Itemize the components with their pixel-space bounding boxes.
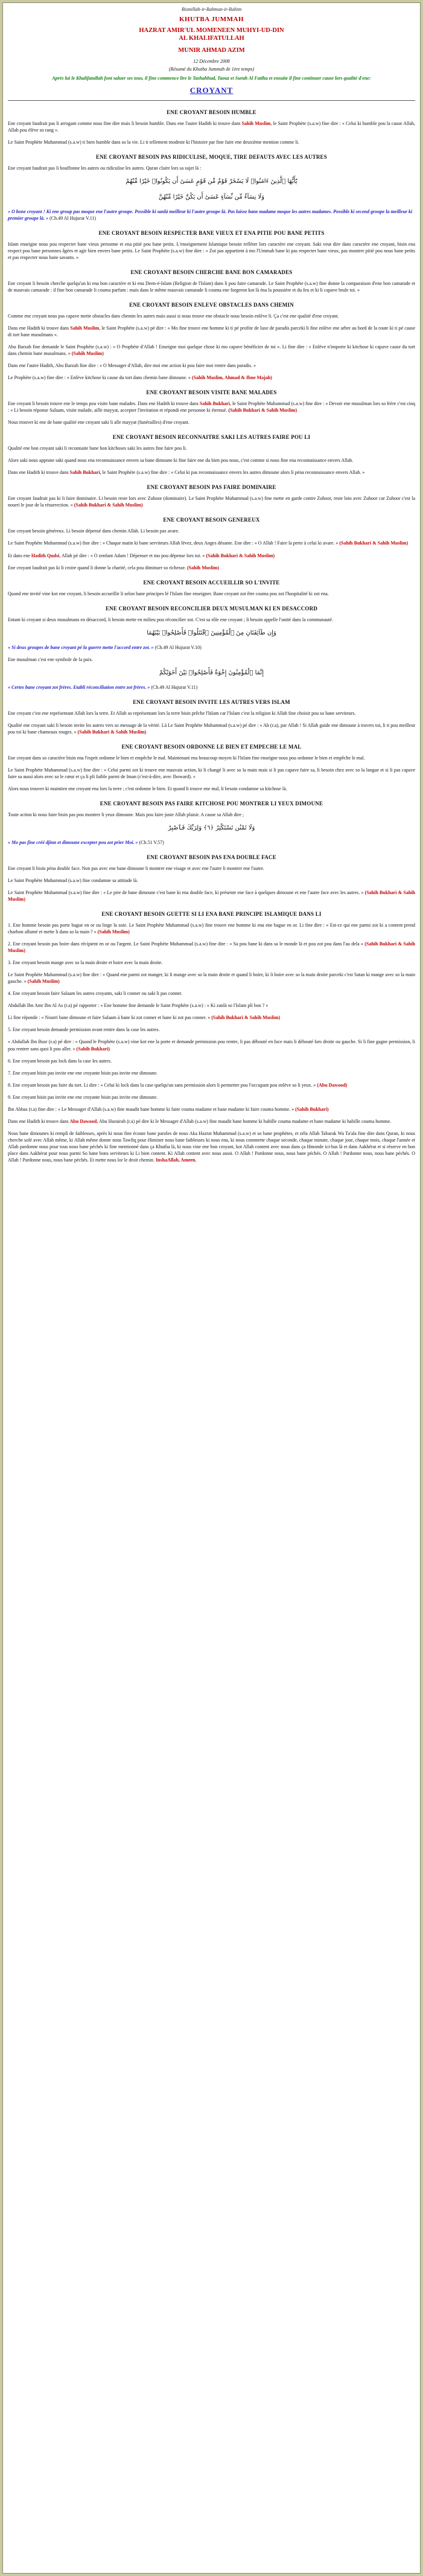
- section: [8, 854, 415, 903]
- sermon-date: 12 Décembre 2008: [193, 59, 230, 65]
- subtitle-line-1: HAZRAT AMIR'UL MOMENEEN MUHYI-UD-DIN: [139, 27, 284, 34]
- paragraph: [8, 877, 415, 884]
- paragraph-text: Quand ene invité vine kot ene croyant, li besoin accueillir li selon bane principes lé l'Islam fine enseigner. Bane croyant zot être couma pou zot l'hospitalité ki zot ena.: [8, 590, 329, 596]
- verse-translation: [8, 684, 415, 691]
- paragraph: [8, 280, 415, 293]
- paragraph-text: Ene croyant li besoin trouve ene le temps pou visite bane malades. Dans ene Hadith ki trouve dans: [8, 401, 200, 407]
- paragraph-text: 9. Ene croyant bisin pas invite ene ene croyante bisin pas invite ene dimoune.: [8, 1094, 158, 1100]
- paragraph-text: Ene musulman c'est ene symbole de la paix.: [8, 656, 93, 662]
- section-heading: ENE CROYANT BESOIN GENEREUX: [163, 517, 260, 523]
- paragraph: [8, 564, 415, 571]
- paragraph: [8, 889, 415, 903]
- paragraph: [8, 971, 415, 985]
- paragraph: [8, 1038, 415, 1052]
- section: [8, 154, 415, 222]
- paragraph: [8, 811, 415, 818]
- reference-text: (Sahih Muslim): [27, 979, 60, 985]
- paragraph: [8, 495, 415, 508]
- reference-text: (Sahih Muslim): [71, 351, 104, 357]
- paragraph: [8, 362, 415, 369]
- paragraph: [8, 165, 415, 171]
- paragraph-text: (Ch.49 Al Hujurat V.11): [151, 684, 198, 690]
- section-heading: ENE CROYANT BESOIN GUETTE SI LI ENA BANE PRINCIPE ISLAMIQUE DANS LI: [101, 911, 322, 918]
- paragraph: [8, 419, 415, 426]
- paragraph-text: Ibn Abbas (r.a) fine dire : « Le Messager d'Allah (s.a.w) fine maudit bane homme ki faire couma madame et bane madame ki faire couma homme. »: [8, 1106, 296, 1112]
- section: [8, 580, 415, 597]
- paragraph: [8, 959, 415, 966]
- paragraph: [8, 1002, 415, 1009]
- paragraph: [8, 590, 415, 597]
- paragraph-text: 2. Ene croyant besoin pas boire dans récipient en or ou l'argent. Le Saint Prophète Muhammad (s.a.w) fine dire : « Sa pou bane ki dans sa le monde là et pou zot pou dans l'au dela »: [8, 941, 365, 947]
- paragraph-text: Alors saki nous apprane saki quand nous ena reconnaissance envers sa bane dimoune ki fine faire ene du bien pou nous, c'est comme si nous fine ena reconnaissance envers Allah.: [8, 458, 354, 464]
- paragraph: [8, 1070, 415, 1076]
- reference-text: (Sahih Bukhari & Sahih Muslim): [8, 941, 415, 954]
- section-heading: ENE CROYANT BESOIN CHERCHE BANE BON CAMARADES: [130, 269, 293, 275]
- arabic-verse: إِنَّمَا ٱلْمُؤْمِنُونَ إِخْوَةٌ فَأَصْلِحُوا۟ بَيْنَ أَخَوَيْكُمْ: [159, 669, 264, 676]
- paragraph-text: , Allah pé dire : « O zenfant Adam ! Dépenser et mo pou dépense lors toi. »: [59, 552, 206, 558]
- paragraph-text: Nous bane dimounes ki rempli de faiblesses, après ki nous fine écoute bane paroles de nous Aka Hazrat Muhammad (s.a.w) et so bane prophètes, et zéla Allah Tabarak Wa Ta'ala fine dire dans Quran, ki nous cherche solé avec Allah même, ki Allah même donne nous Tawfiq pour éliminer nous bane faiblesses ki nous ena, ki nous commette chaque seconde, chaque minute, chaque jour, chaque mois, chaque l'année et Allah pardonne nous pour tous nous bane péchés ki fine mentionné dans ça Khutba là, ki nous vine ene bon croyant, kot Allah content avec nous dans ça Hmonde ici-bas là et dans Aakhérat et si réserve en bon place dans Aakhérat pour nous parmi So bane bons serviteurs ki Li bien content. Ki Allah content avec nous aussi. O Allah ! Pardonne nous, nous bane péchés. O Allah ! Pardonne nous, nous bane péchés. O Allah ! Pardonne nous, nous bane péchés. Et mette nous lor le droit chemin.: [8, 1130, 415, 1163]
- paragraph-text: « Abdullah Ibn Busr (r.a) pé dire : « Quand le Prophète (s.a.w) vine kot ene la porte et demande permission pou rentre, li pas débouté en face mais li débouté lors droite ou gauche. Si li fine gagne permission, li pou rentrer sans quoi li pou aller. »: [8, 1039, 415, 1052]
- paragraph-text: Dans ene Hadith ki trouve dans: [8, 325, 71, 331]
- section: [8, 911, 415, 1163]
- paragraph-text: Ene croyant c'est ene représentant Allah lors la terre. Et Allah so représentant lors la terre bisin prêche l'Islam car l'Islam c'est la religion ki Allah fine choisir pou so bane serviteurs.: [8, 710, 356, 716]
- section: [8, 699, 415, 735]
- intro-paragraph: Après lui le Khalifatullah font saluer ses tous, il fine commence lire le Tashahhud, Taouz et Surah Al Fatiha et ensuite il fine continuer cause lors qualité d'ene:: [52, 75, 371, 81]
- section-heading: ENE CROYANT BESOIN RECONCILIER DEUX MUSULMAN KI EN DESACCORD: [105, 605, 318, 612]
- paragraph-text: Et dans ene: [8, 552, 31, 558]
- arabic-verse: يَٰٓأَيُّهَا ٱلَّذِينَ ءَامَنُوا۟ لَا يَسْخَرْ قَوْمٌ مِّن قَوْمٍ عَسَىٰٓ أَن يَكُونُوا۟ خَيْرًا مِّنْهُمْ: [126, 177, 297, 185]
- paragraph-text: , le Saint Prophète Muhammad (s.a.w) fine dire : « Devoir ene musulman lors so frère c'est cinq : « Li besoin réponse Salaam, visite malade, aille mayyat, accepter l'invitation et répondi ene personne ki éternué.: [8, 401, 416, 414]
- paragraph: [8, 865, 415, 872]
- sections-container: [8, 109, 415, 1163]
- section: [8, 302, 415, 381]
- paragraph-text: Alors nous trouver ki maintien ene croyant ena lors la terre ; c'est ordonne le bien. Et quand li trouve ene mal, li besoin condamne sa kitchose là.: [8, 785, 287, 791]
- paragraph: [8, 616, 415, 623]
- paragraph: [8, 1058, 415, 1064]
- paragraph-text: Ene croyant faudrait pas li bouffonne les autres ou ridiculise les autres. Quran claire lors sa sujet là :: [8, 165, 202, 171]
- paragraph: [8, 120, 415, 133]
- paragraph-text: (Ch.49 Al Hujurat V.11): [49, 215, 97, 221]
- paragraph-text: Le Saint Prophète Muhammad (s.a.w) fine dire : « Chaque matin ki bane serviteurs Allah lévez, deux Anges désante. Ene dire : « O Allah ! Faire la perte à celui ki avare. »: [8, 540, 340, 546]
- paragraph: [8, 710, 415, 717]
- paragraph: [8, 941, 415, 954]
- section-heading: ENE CROYANT BESOIN INVITE LES AUTRES VERS ISLAM: [133, 698, 290, 705]
- reference-text: (Sahih Bukhari): [76, 1046, 110, 1052]
- reference-text: (Sahih Bukhari & Sahih Muslim): [339, 540, 409, 546]
- paragraph-text: , le Saint Prophète (s.a.w) pé dire : « Mo fine trouve ene homme ki ti pé profite de luxe de paradis parceki li fine enlève ene arbre au bord de la route ki ti pé cause di tort bane musulmans ».: [8, 325, 416, 338]
- paragraph-text: Ene croyant li besoin cherche quelqu'un ki ena bon caractère et ki ena Deen-é-Islam (Religion de l'Islam) dans li pou faire camarade. Le Saint Prophète (s.a.w) fine donne la comparaison d'ene bon camarade et de mauvais camarade : il fine bon camarade li couma parfum : mais dans le même mauvais camarade li couma ene forgeron kot là éna la poussière et du feu et ki li capave brule toi. »: [8, 280, 415, 293]
- verse-translation: [8, 839, 415, 846]
- paragraph-text: Ene croyant li bisin péna double face. Non pas avec ene bane dimoune li montrer ene visage et avec ene l'autre li montrer ene l'autre.: [8, 866, 264, 872]
- paragraph-text: Le Saint Prophète Muhammad (s.a.w) fine dire : « Celui parmi zot ki trouve ene mauvais action, ki li changé li avec so la main mais si li pas capave faire sa, li besoin chez avec so la langue et si li pas capave faire sa aussi alors avec so le cœur et ça li pli faible parmi de Iman (c'est-à-dire, avec Iboward). »: [8, 767, 415, 779]
- paragraph: [8, 767, 415, 780]
- paragraph: [8, 1082, 415, 1088]
- section: [8, 517, 415, 570]
- section-heading: ENE CROYANT BESOIN ORDONNE LE BIEN ET EMPECHE LE MAL: [121, 743, 302, 750]
- paragraph-text: (Ch.51 V.57): [139, 839, 164, 845]
- reference-text: (Sahih Bukhari): [295, 1106, 329, 1112]
- quran-translation: « Mo pas fine créé djinn et dimoune excepter pou zot prier Moi. »: [8, 839, 139, 845]
- paragraph: [8, 1130, 415, 1163]
- reference-text: Sahih Muslim: [70, 325, 100, 331]
- verse-translation: [8, 644, 415, 651]
- section-heading: ENE CROYANT BESOIN RECONNAITRE SAKI LES AUTRES FAIRE POU LI: [112, 434, 311, 441]
- verse-translation: [8, 208, 415, 222]
- paragraph-text: Ene croyant dans so caractère bisin ena l'esprit ordonne le bien et empêche le mal. Maintenant ena beaucoup moyen ki l'Islam fine enseigne nous pou ordonne le bien et empêche le mal.: [8, 755, 365, 761]
- paragraph-text: 3. Ene croyant besoin mange avec so la main droite et boire avec la main droite.: [8, 960, 163, 966]
- quran-translation: « Certes bane croyant zot frères. Etabli réconciliation entre zot frères. »: [8, 684, 151, 690]
- reference-text: Sahih Bukhari: [199, 401, 230, 407]
- reference-text: Hadith Qudsi: [31, 552, 60, 558]
- paragraph: [8, 325, 415, 338]
- arabic-verse: وَإِن طَآئِفَتَانِ مِنَ ٱلْمُؤْمِنِينَ ٱقْتَتَلُوا۟ فَأَصْلِحُوا۟ بَيْنَهُمَا: [147, 629, 276, 636]
- paragraph: [8, 785, 415, 792]
- summary-note: (Résumé du Khutba Jummah de 1ère temps): [168, 66, 254, 72]
- bismillah-line: Bismillah-ir-Rahman-ir-Rahim: [181, 7, 242, 12]
- reference-text: (Sahih Muslim): [97, 929, 130, 935]
- section: [8, 744, 415, 792]
- paragraph: [8, 990, 415, 997]
- paragraph-text: Ene croyant besoin généreux. Li besoin dépensé dans chemin Allah. Li besoin pas avare.: [8, 528, 179, 534]
- section-heading: ENE CROYANT BESOIN ENLEVE OBSTACLES DANS CHEMIN: [129, 301, 294, 308]
- paragraph-text: 7. Ene croyant bisin pas invite ene ene croyante bisin pas invite ene dimoune.: [8, 1070, 158, 1076]
- section: [8, 801, 415, 846]
- main-title: CROYANT: [189, 85, 234, 95]
- paragraph: [8, 344, 415, 357]
- paragraph: [8, 656, 415, 663]
- section: [8, 230, 415, 261]
- paragraph-text: Qualité ene bon croyant saki li reconnaite bane bon kitchoses saki les autres fine faire pou li.: [8, 446, 187, 452]
- reference-text: (Sahih Bukhari & Sahih Muslim): [77, 729, 147, 735]
- section-heading: ENE CROYANT BESOIN RESPECTER BANE VIEUX ET ENA PITIE POU BANE PETITS: [98, 229, 325, 236]
- section: [8, 606, 415, 691]
- section: [8, 109, 415, 145]
- reference-text: (Sahih Bukhari & Sahih Muslim): [8, 890, 415, 903]
- section: [8, 269, 415, 293]
- arabic-verse: وَلَا تَمْنُن تَسْتَكْثِرُ ﴿٦﴾ وَلِرَبِّكَ فَٱصْبِرْ: [168, 824, 255, 831]
- paragraph-text: Le Saint Prophète Muhammad (s.a.w) fine dire : « Quand ene parmi zot manger, ki li mange avec so la main droite et quand li boire, ki li boire avec so la main droite parceki c'est Satan ki mange avec so la main gauche. »: [8, 972, 415, 985]
- reference-text: Abu Dawood: [69, 1118, 97, 1124]
- paragraph-text: , Abu Hurairah (r.a) pé dire ki le Messager d'Allah (s.a.w) fine maudit bane homme ki habille couma madame et bane madame ki habille couma homme.: [97, 1118, 392, 1124]
- reference-text: InshaAllah, Ameen.: [156, 1157, 197, 1163]
- reference-text: Sahih Bukhari: [69, 470, 100, 476]
- section-heading: ENE CROYANT BESOIN PAS ENA DOUBLE FACE: [147, 854, 276, 861]
- paragraph: [8, 139, 415, 145]
- paragraph-text: 8. Ene croyant besoin pas faire du tort. Li dire : « Celui ki lock dans la case quelqu'un sans permission alors li permettre pou l'occupant pou enlève so li yeux. »: [8, 1082, 317, 1088]
- reference-text: (Sahih Bukhari & Sahih Muslim): [228, 407, 297, 414]
- paragraph-text: Dans ene l'autre Hadith, Abu Barzah fine dire : « O Messager d'Allah, dire moi ene action ki pou faire moi rentre dans paradis. »: [8, 363, 256, 369]
- section-heading: ENE CROYANT BESOIN PAS FAIRE DOMINAIRE: [147, 484, 276, 491]
- reference-text: (Sahih Bukhari & Sahih Muslim): [74, 502, 143, 508]
- author-name: MUNIR AHMAD AZIM: [178, 47, 245, 54]
- paragraph-text: Le Saint Prophète Muhammad (s.a.w) fine dire : « Le pire de bane dimoune c'est bane ki ena double face, ki présente ene face à quelques dimoune et ene l'autre face avec les autres. »: [8, 890, 365, 896]
- paragraph: [8, 1118, 415, 1125]
- paragraph-text: 1. Ene homme besoin pas porte bague en or ou linge la soie. Le Saint Prophète Muhammad (s.a.w) fine trouve ene homme ki ena ene bague en or. Li fine dire : « Est-ce qui ene parmi zot ki a content prend charbon allumé et mette li dans so la main ? »: [8, 922, 415, 935]
- quran-translation: « O bone croyant ! Ki ene group pas moque ene l'autre groupe. Possible ki sanlà meilleur ki l'autre groupe là. Pas laisse bane madame moque les autres madames. Possible ki second groupe la meilleur ki premier groupe là. »: [8, 208, 413, 221]
- paragraph: [8, 457, 415, 464]
- section-heading: ENE CROYANT BESOIN VISITE BANE MALADES: [146, 389, 277, 396]
- paragraph: [8, 241, 415, 261]
- subtitle-line-2: AL KHALIFATULLAH: [179, 35, 244, 42]
- paragraph: [8, 469, 415, 476]
- paragraph-text: Dans ene Hadith ki trouve dans: [8, 470, 70, 476]
- paragraph-text: Nous trouver ki ene de bane qualité ene croyant saki li alle mayyat (funérailles) d'ene croyant.: [8, 420, 189, 426]
- paragraph-text: Ene croyant faudrait pas li arrogant comme nous fine dire mais li besoin humble. Dans ene l'autre Hadith ki trouve dans: [8, 120, 242, 126]
- section-heading: ENE CROYANT BESOIN PAS RIDICULISE, MOQUE, TIRE DEFAUTS AVEC LES AUTRES: [96, 153, 327, 160]
- paragraph-text: Toute action ki nous faire bisin pas pou montrer li yeux dimoune. Mais pou faire juste Allah plaisir. A cause sa Allah dire ;: [8, 811, 244, 817]
- document-page: [2, 2, 421, 2574]
- paragraph: [8, 313, 415, 319]
- paragraph-text: Comme ene croyant nous pas capave mette obstacles dans chemin les autres mais aussi si nous trouve ene obstacle nous besoin enlève li. Ça c'est ene qualité d'ene croyant.: [8, 313, 339, 319]
- section: [8, 434, 415, 476]
- quran-translation: « Si deux groupes de bane croyant pé la guerre mette l'accord entre zot. »: [8, 644, 155, 650]
- paragraph-text: Le Saint Prophète Muhammad (s.a.w) fine condamne sa attitude là.: [8, 878, 138, 884]
- paragraph: [8, 1014, 415, 1021]
- paragraph: [8, 400, 415, 414]
- paragraph-text: , le Saint Prophète (s.a.w) fine dire : « Celui ki humble pou la cause Allah, Allah pou élève so rang ».: [8, 120, 416, 133]
- paragraph-text: 5. Ene croyant besoin demande permission avant rentre dans la case les autres.: [8, 1027, 160, 1033]
- paragraph-text: (Ch.49 Al Hujurat V.10): [154, 644, 202, 650]
- paragraph-text: Abdullah Ibn Amr Ibn Al As (r.a) pé rapporter : « Ene homme fine demande le Saint Prophète (s.a.w) : « Ki zanlà so l'Islam pli bon ? »: [8, 1003, 269, 1009]
- paragraph: [8, 540, 415, 546]
- paragraph-text: Abu Barzah fine demande le Saint Prophète (s.a.w) : « O Prophète d'Allah ! Enseigne moi quelque chose ki mo capave bénéficier de toi ». Li fine dire : « Enlève n'importe ki kitchose ki capave cause du tort dans chemin bane musulmans. »: [8, 344, 415, 357]
- section-heading: ENE CROYANT BESOIN ACCUEILLIR SO L'INVITE: [143, 579, 280, 586]
- paragraph: [8, 1106, 415, 1113]
- section-heading: ENE CROYANT BESOIN HUMBLE: [167, 109, 256, 115]
- paragraph-text: Le Prophète (s.a.w) fine dire : « Enlève kitchose ki cause du tort dans chemin bane dimoune. »: [8, 375, 192, 381]
- section: [8, 484, 415, 508]
- paragraph-text: 6. Ene croyant besoin pas lock dans la case les autres.: [8, 1058, 112, 1064]
- reference-text: Sahih Muslim: [241, 120, 271, 126]
- paragraph: [8, 722, 415, 735]
- reference-text: (Sahih Bukhari & Sahih Muslim): [206, 552, 275, 558]
- reference-text: (Sahih Muslim): [187, 564, 220, 570]
- reference-text: (Abu Dawood): [317, 1082, 348, 1088]
- paragraph: [8, 922, 415, 935]
- paragraph-text: 4. Ene croyant besoin faire Salaam les autres croyants, saki li conner ou saki li pas conner.: [8, 991, 183, 997]
- paragraph-text: Dans ene Hadith ki trouve dans: [8, 1118, 70, 1124]
- paragraph-text: Entant ki croyant si deux musulmans en désaccord, li besoin mette en milieu pou réconcilier zot. C'est sa rôle ene croyant ; li besoin appelle l'unité dans la communauté.: [8, 616, 333, 622]
- paragraph: [8, 445, 415, 452]
- section-heading: ENE CROYANT BESOIN PAS FAIRE KITCHOSE POU MONTRER LI YEUX DIMOUNE: [100, 800, 323, 807]
- paragraph-text: Islam enseigne nous pou respecter bane vieux personne et ena pitié pou bane petits. L'enseignement Islamique besoin reflèter lors caractère ene croyant. Saki veut dire dans caractère ene croyant, bisin ena respect pou bane personnes âgées et agir bien envers bane petits. Le Saint Prophète (s.a.w) fine dire : « Zot pas appartient à mo l'Ummah bane ki pas respecter bane vieux, pas montrer pitié pou nous bane petits et pas respecter nous bane savants. »: [8, 241, 415, 260]
- paragraph-text: Le Saint Prophète Muhammad (s.a.w) ti bien humble dans so la vie. Li ti tellement modeste ki l'histoire par fine faire ene deuxième mention comme li.: [8, 139, 299, 145]
- paragraph: [8, 755, 415, 761]
- document-title: KHUTBA JUMMAH: [179, 16, 244, 23]
- section: [8, 389, 415, 426]
- reference-text: (Sahih Muslim, Ahmad & Ibne Majah): [192, 375, 272, 381]
- paragraph-text: Ene croyant faudrait pas ki li faire dominaire. Li besoin reste lors avec Zuhoor (dominaire). Le Saint Prophète Muhammad (s.a.w) fine mette en garde contre Zuhoor, reste loin avec Zuhoor car Zuhoor c'est la nourri le jour de la résurrection. »: [8, 496, 415, 508]
- title-divider: [8, 100, 415, 101]
- paragraph: [8, 374, 415, 381]
- paragraph-text: , le Saint Prophète (s.a.w) fine dire : « Celui ki pas reconnaissance envers les autres dimoune alors li péna reconnaissance envers Allah. »: [100, 470, 365, 476]
- paragraph: [8, 1026, 415, 1033]
- paragraph-text: Li fine réponde : « Nourri bane dimoune et faire Salaam à bane ki zot conner et bane ki zot pas conner. »: [8, 1015, 212, 1021]
- paragraph: [8, 1094, 415, 1101]
- reference-text: (Sahih Bukhari & Sahih Muslim): [211, 1015, 281, 1021]
- arabic-verse: وَلَا نِسَآءٌ مِّن نِّسَآءٍ عَسَىٰٓ أَن يَكُنَّ خَيْرًا مِّنْهُنَّ: [158, 193, 265, 200]
- paragraph: [8, 552, 415, 559]
- paragraph-text: Ene croyant faudrait pas ki li croire quand li donne la charité, cela pou diminuer so richesse.: [8, 564, 188, 570]
- paragraph-text: Qualité ene croyant saki li besoin invite les autres vers so message de la vérité. Là Le Saint Prophète Muhammad (s.a.w) pé dire : « Ah (r.a), par Allah ! Si Allah guide ene dimoune à travers toi, li ti pou meilleur pou toi ki bane chameaux rouges. »: [8, 722, 415, 735]
- paragraph: [8, 528, 415, 534]
